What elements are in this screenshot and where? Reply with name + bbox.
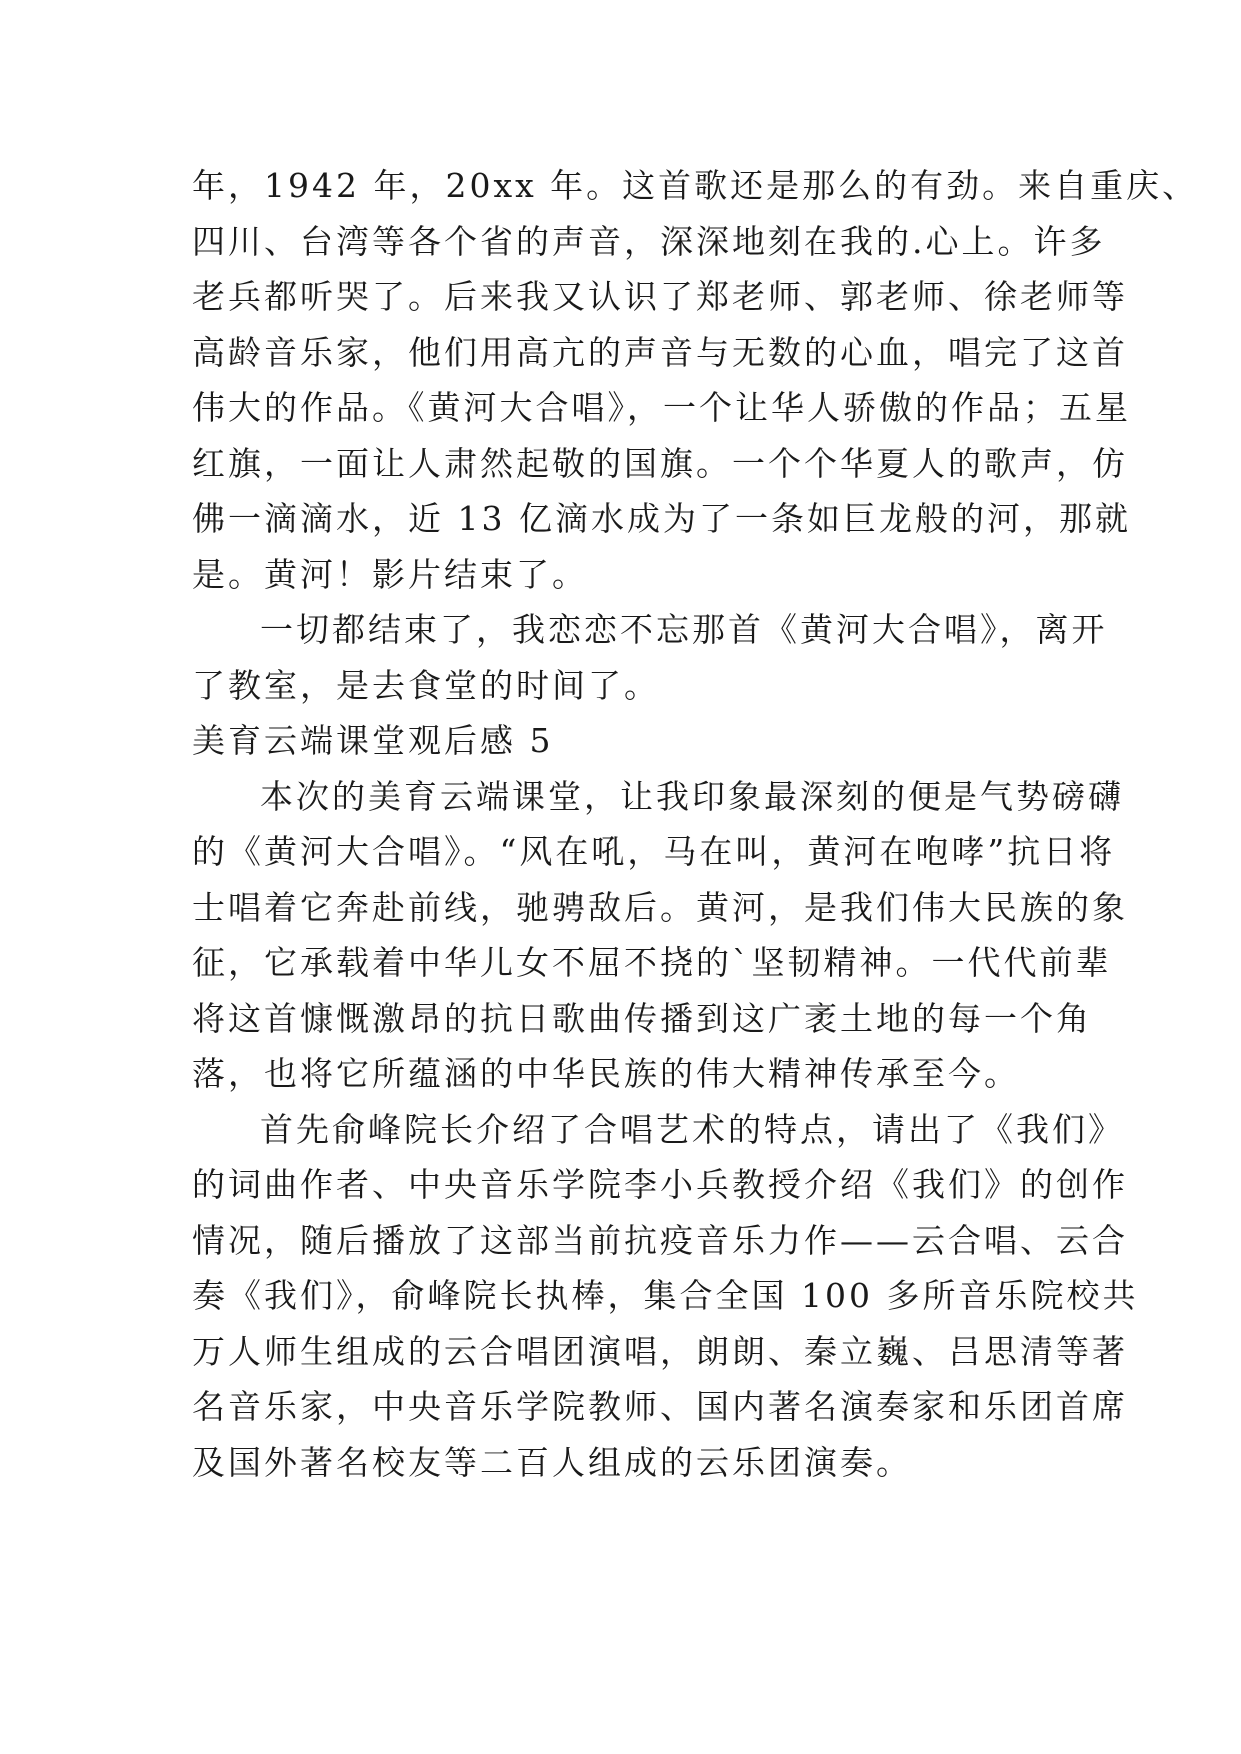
text-line: 本次的美育云端课堂，让我印象最深刻的便是气势磅礴 — [260, 776, 1124, 816]
text-line: 落，也将它所蕴涵的中华民族的伟大精神传承至今。 — [192, 1054, 1020, 1093]
text-line: 情况，随后播放了这部当前抗疫音乐力作——云合唱、云合 — [192, 1220, 1128, 1260]
text-line: 的《黄河大合唱》。“风在吼，马在叫，黄河在咆哮”抗日将 — [192, 832, 1116, 871]
text-line: 年，1942 年，20xx 年。这首歌还是那么的有劲。来自重庆、 — [192, 166, 1199, 205]
text-line: 的词曲作者、中央音乐学院李小兵教授介绍《我们》的创作 — [192, 1165, 1128, 1204]
text-line: 一切都结束了，我恋恋不忘那首《黄河大合唱》，离开 — [260, 610, 1108, 649]
text-line: 高龄音乐家，他们用高亢的声音与无数的心血，唱完了这首 — [192, 332, 1128, 372]
text-line: 老兵都听哭了。后来我又认识了郑老师、郭老师、徐老师等 — [192, 277, 1128, 316]
text-line: 红旗，一面让人肃然起敬的国旗。一个个华夏人的歌声，仿 — [192, 443, 1128, 483]
text-line: 四川、台湾等各个省的声音，深深地刻在我的.心上。许多 — [192, 221, 1106, 261]
paragraph-continued — [192, 158, 1199, 602]
text-line: 将这首慷慨激昂的抗日歌曲传播到这广袤土地的每一个角 — [192, 998, 1092, 1038]
paragraph-detail — [192, 1102, 1139, 1491]
text-line: 首先俞峰院长介绍了合唱艺术的特点，请出了《我们》 — [260, 1109, 1124, 1149]
text-line: 佛一滴滴水，近 13 亿滴水成为了一条如巨龙般的河，那就 — [192, 499, 1131, 538]
section-heading: 美育云端课堂观后感 5 — [192, 721, 554, 760]
text-line: 名音乐家，中央音乐学院教师、国内著名演奏家和乐团首席 — [192, 1387, 1128, 1426]
text-line: 伟大的作品。《黄河大合唱》，一个让华人骄傲的作品；五星 — [192, 388, 1131, 427]
text-line: 万人师生组成的云合唱团演唱，朗朗、秦立巍、吕思清等著 — [192, 1331, 1128, 1371]
text-line: 征，它承载着中华儿女不屈不挠的`坚韧精神。一代代前辈 — [192, 943, 1112, 982]
text-line: 士唱着它奔赴前线，驰骋敌后。黄河，是我们伟大民族的象 — [192, 887, 1128, 927]
document-body — [192, 158, 1199, 1490]
text-line: 及国外著名校友等二百人组成的云乐团演奏。 — [192, 1442, 912, 1482]
text-line: 了教室，是去食堂的时间了。 — [192, 665, 660, 705]
paragraph-ending — [192, 602, 1108, 713]
paragraph-intro — [192, 769, 1128, 1102]
text-line: 是。黄河！影片结束了。 — [192, 554, 588, 594]
text-line: 奏《我们》，俞峰院长执棒，集合全国 100 多所音乐院校共 — [192, 1276, 1139, 1315]
